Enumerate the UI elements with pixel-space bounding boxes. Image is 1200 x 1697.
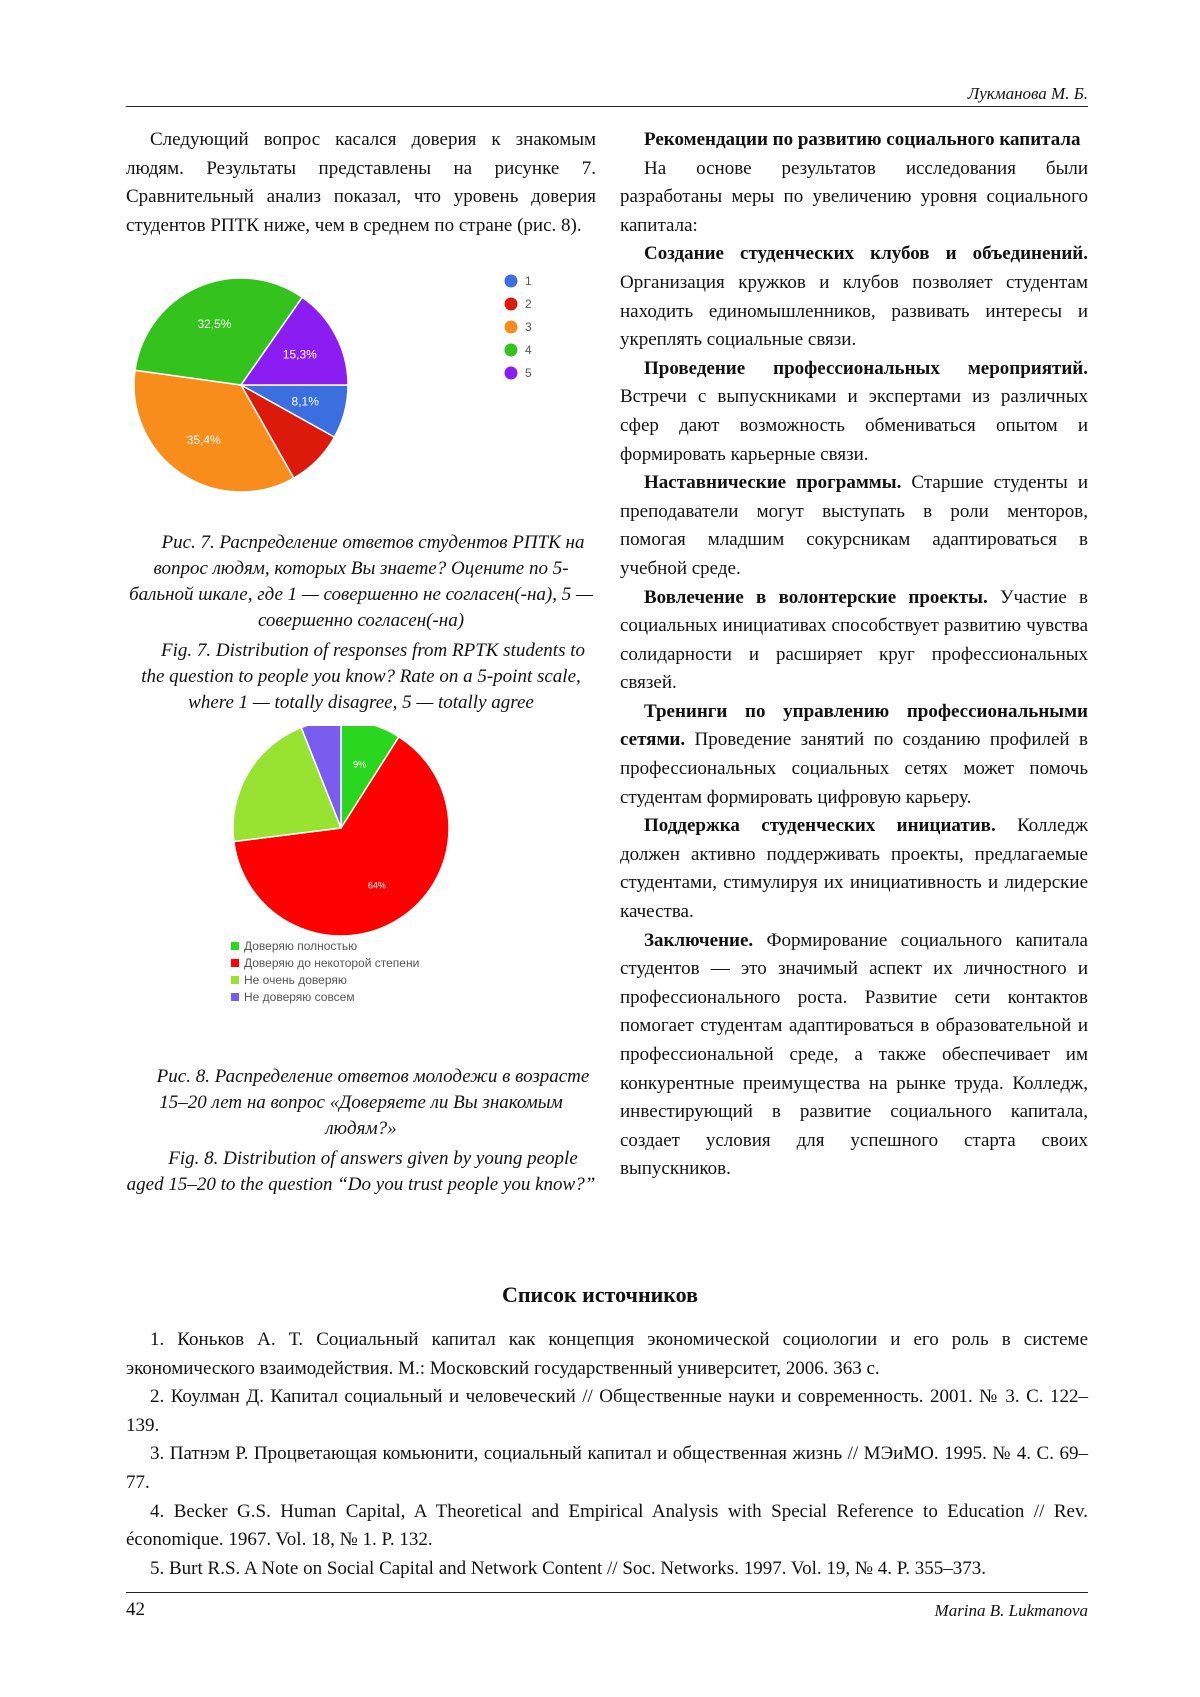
legend-swatch — [231, 976, 239, 984]
legend-swatch — [505, 275, 518, 288]
legend-label: Доверяю полностью — [244, 939, 358, 954]
recommendation-item-title: Тренинги по управлению профессиональными сетями. — [620, 700, 1088, 751]
legend-label: 4 — [525, 343, 532, 358]
recommendations-intro: На основе результатов исследования были разработаны меры по увеличению уровня социального капитала: — [620, 157, 1088, 236]
references-list — [126, 1326, 1088, 1583]
intro-paragraph: Следующий вопрос касался доверия к знакомым людям. Результаты представлены на рисунке 7. Сравнительный анализ показал, что уровень доверия студентов РПТК ниже, чем в среднем по стране (рис. 8). — [126, 129, 596, 236]
legend-swatch — [505, 367, 518, 380]
legend-swatch — [231, 993, 239, 1001]
recommendation-item-title: Наставнические программы. — [644, 472, 902, 494]
slice-label: 9% — [353, 760, 367, 771]
recommendation-item-text: Участие в социальных инициативах способствует развитию чувства солидарности и расширяет круг профессиональных связей. — [620, 586, 1088, 694]
legend-swatch — [231, 959, 239, 967]
reference-item: 1. Коньков А. Т. Социальный капитал как концепция экономической социологии и его роль в системе экономического взаимодействия. М.: Московский государственный университет, 2006. 363 с. — [126, 1329, 1088, 1379]
page-number: 42 — [126, 1599, 145, 1620]
legend-label: Доверяю до некоторой степени — [244, 956, 420, 971]
right-column — [620, 126, 1088, 1184]
slice-label: 64% — [367, 880, 386, 891]
recommendation-item-text: Организация кружков и клубов позволяет студентам находить единомышленников, развивать интересы и укреплять социальные связи. — [620, 271, 1088, 351]
header-author: Лукманова М. Б. — [967, 84, 1088, 103]
slice-label: 35,4% — [186, 433, 221, 448]
recommendation-item-text: Колледж должен активно поддерживать проекты, предлагаемые студентами, стимулируя их инициативность и лидерские качества. — [620, 815, 1088, 923]
recommendation-item-title: Вовлечение в волонтерские проекты. — [644, 586, 988, 608]
legend-swatch — [505, 321, 518, 334]
legend-label: Не доверяю совсем — [244, 990, 355, 1005]
fig8-caption-en: Fig. 8. Distribution of answers given by young people aged 15–20 to the question “Do you trust people you know?” — [126, 1148, 596, 1196]
recommendation-item-text: Встречи с выпускниками и экспертами из различных сфер дают возможность обмениваться опытом и формировать карьерные связи. — [620, 386, 1088, 465]
fig7-caption-en: Fig. 7. Distribution of responses from RPTK students to the question to people you know? Rate on a 5-point scale, where 1 — totally disagree, 5 — totally agree — [141, 640, 585, 714]
recommendation-item-text: Старшие студенты и преподаватели могут выступать в роли менторов, помогая младшим сокурсникам адаптироваться в учебной среде. — [620, 472, 1088, 579]
recommendation-item-title: Заключение. — [644, 929, 754, 951]
pie-chart-fig7 — [126, 252, 596, 522]
legend-label: Не очень доверяю — [244, 973, 347, 988]
left-column — [126, 126, 596, 1198]
recommendation-item — [620, 927, 1088, 1184]
recommendation-item-title: Поддержка студенческих инициатив. — [644, 815, 996, 837]
footer-author: Marina B. Lukmanova — [934, 1601, 1088, 1620]
legend-swatch — [505, 344, 518, 357]
reference-item: 2. Коулман Д. Капитал социальный и человеческий // Общественные науки и современность. 2001. № 3. С. 122–139. — [126, 1386, 1088, 1436]
fig8-caption-ru: Рис. 8. Распределение ответов молодежи в возрасте 15–20 лет на вопрос «Доверяете ли Вы знакомым людям?» — [156, 1066, 590, 1140]
recommendation-item-text: Проведение занятий по созданию профилей в профессиональных социальных сетях может помочь студентам формировать цифровую карьеру. — [620, 729, 1088, 808]
figure-7-chart — [126, 252, 596, 522]
recommendation-item — [620, 240, 1088, 354]
running-header — [126, 84, 1088, 107]
recommendation-list — [620, 240, 1088, 1184]
fig7-caption-ru: Рис. 7. Распределение ответов студентов РПТК на вопрос людям, которых Вы знаете? Оцените по 5-бальной шкале, где 1 — совершенно не согласен(-на), 5 — совершенно согласен(-на) — [129, 532, 593, 632]
recommendation-item — [620, 584, 1088, 698]
references-title: Список источников — [501, 1282, 699, 1307]
reference-item: 3. Патнэм Р. Процветающая комьюнити, социальный капитал и общественная жизнь // МЭиМО. 1995. № 4. С. 69–77. — [126, 1443, 1088, 1493]
slice-label: 32,5% — [197, 317, 232, 332]
reference-item: 4. Becker G.S. Human Capital, A Theoretical and Empirical Analysis with Special Reference to Education // Rev. économique. 1967. Vol. 18, № 1. P. 132. — [126, 1500, 1088, 1551]
recommendation-item-text: Формирование социального капитала студентов — это значимый аспект их личностного и профессионального роста. Развитие сети контактов помогает студентам адаптироваться в образовательной и профессиональной среде, а также обеспечивает им конкурентные преимущества на рынке труда. Колледж, инвестирующий в развитие социального капитала, создает условия для успешного старта своих выпускников. — [620, 929, 1088, 1180]
legend-swatch — [505, 298, 518, 311]
recommendation-item — [620, 812, 1088, 926]
pie-chart-fig8 — [126, 726, 596, 1056]
recommendation-item — [620, 698, 1088, 812]
running-footer — [126, 1592, 1088, 1623]
legend-label: 5 — [525, 366, 532, 381]
legend-label: 3 — [525, 320, 532, 335]
recommendation-item — [620, 355, 1088, 469]
recommendation-item-title: Проведение профессиональных мероприятий. — [644, 357, 1088, 379]
legend-label: 2 — [525, 297, 532, 312]
slice-label: 15,3% — [282, 347, 317, 362]
recommendation-item-title: Создание студенческих клубов и объединений. — [644, 243, 1088, 265]
recommendation-item — [620, 469, 1088, 583]
legend-label: 1 — [525, 274, 532, 289]
reference-item: 5. Burt R.S. A Note on Social Capital and Network Content // Soc. Networks. 1997. Vol. 19, № 4. P. 355–373. — [150, 1557, 986, 1579]
recommendations-heading: Рекомендации по развитию социального капитала — [644, 129, 1081, 150]
figure-8-chart — [126, 726, 596, 1056]
legend-swatch — [231, 942, 239, 950]
slice-label: 8,1% — [291, 395, 319, 410]
